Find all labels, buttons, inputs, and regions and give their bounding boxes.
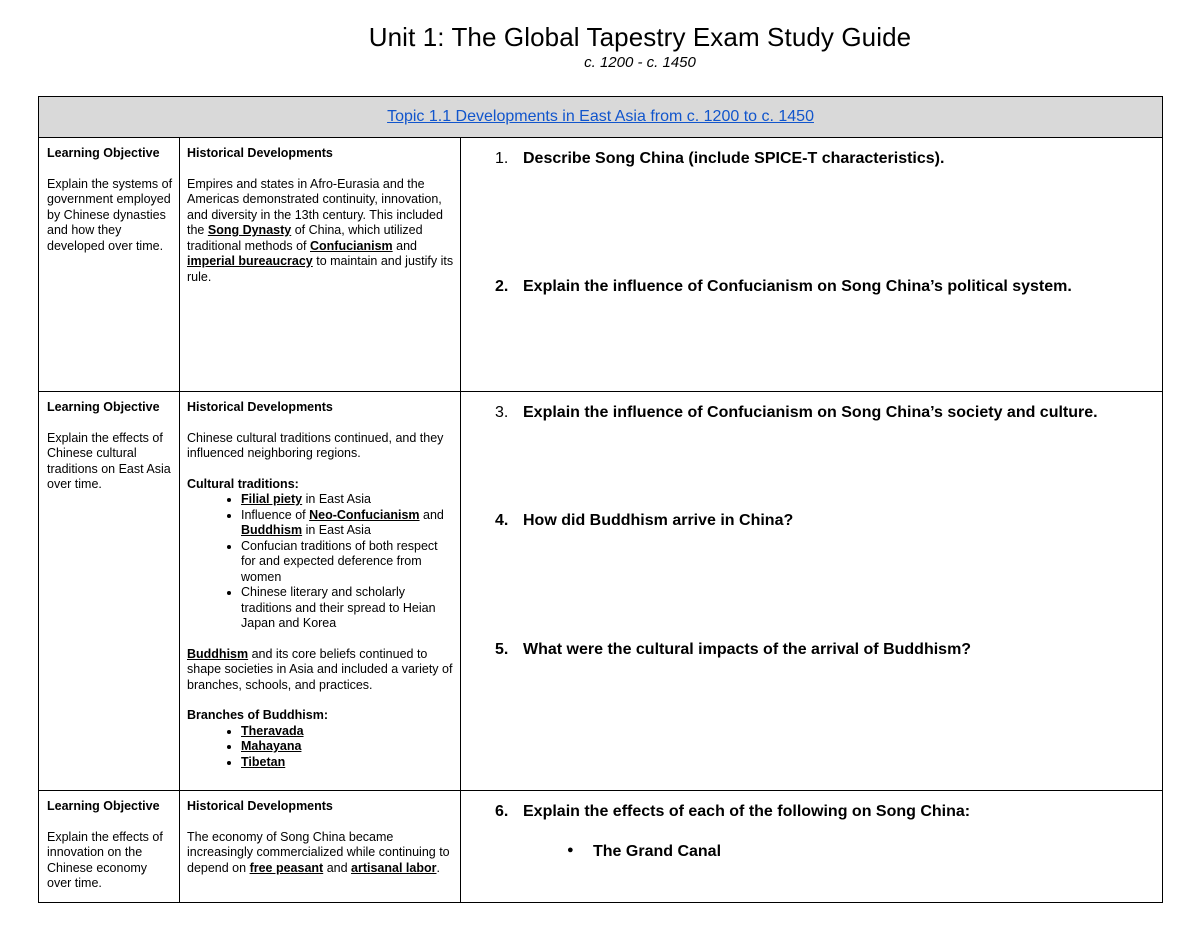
buddhism-paragraph xyxy=(187,647,454,694)
question-number: 3. xyxy=(495,404,509,421)
page-title: Unit 1: The Global Tapestry Exam Study Guide xyxy=(368,22,912,52)
historical-developments-label: Historical Developments xyxy=(187,146,333,160)
question-text: How did Buddhism arrive in China? xyxy=(523,512,794,529)
historical-developments-cell xyxy=(180,392,461,791)
branches-heading: Branches of Buddhism: xyxy=(187,708,328,722)
question xyxy=(495,148,1152,170)
text-span: Influence of xyxy=(241,507,310,522)
key-term: free peasant xyxy=(249,860,324,875)
learning-objective-cell xyxy=(39,392,180,791)
page-subtitle: c. 1200 - c. 1450 xyxy=(584,54,696,71)
learning-objective-label: Learning Objective xyxy=(47,146,160,160)
key-term: imperial bureaucracy xyxy=(187,254,313,268)
learning-objective-text: Explain the effects of innovation on the Chinese economy over time. xyxy=(47,829,163,890)
text-span: Empires and states in Afro-Eurasia and the Americas demonstrated continuity, innovation, and diversity in the 13th century. This included the xyxy=(187,176,443,237)
list-item xyxy=(241,739,454,755)
historical-developments-text: Chinese cultural traditions continued, and they influenced neighboring regions. xyxy=(187,430,444,460)
key-term: Buddhism xyxy=(187,646,249,661)
questions-cell xyxy=(461,138,1163,392)
cultural-traditions-list xyxy=(187,492,454,632)
question-number: 4. xyxy=(495,512,509,529)
list-item xyxy=(241,508,454,539)
question-number: 2. xyxy=(495,278,509,295)
question-subitem: ● The Grand Canal xyxy=(577,843,1152,861)
table-row xyxy=(39,791,1163,903)
topic-header-row xyxy=(39,97,1163,138)
question-text: Explain the influence of Confucianism on Song China’s society and culture. xyxy=(523,404,1098,421)
question xyxy=(495,510,1152,532)
text-span: in East Asia xyxy=(302,523,371,537)
learning-objective-cell xyxy=(39,791,180,903)
learning-objective-label: Learning Objective xyxy=(47,400,160,414)
text-span: in East Asia xyxy=(302,492,371,506)
page-header xyxy=(0,22,1200,71)
question xyxy=(495,276,1152,298)
key-term: Song Dynasty xyxy=(207,223,292,237)
text-span: . xyxy=(436,860,440,875)
question xyxy=(495,402,1152,424)
text-span: to maintain and justify its rule. xyxy=(187,254,454,284)
key-term: artisanal labor xyxy=(351,860,437,875)
table-row xyxy=(39,392,1163,791)
question xyxy=(495,639,1152,661)
learning-objective-text: Explain the systems of government employed by Chinese dynasties and how they developed over time. xyxy=(47,176,173,253)
historical-developments-text xyxy=(187,177,454,286)
list-item xyxy=(241,755,454,771)
table-row xyxy=(39,138,1163,392)
key-term: Buddhism xyxy=(241,523,303,537)
cultural-traditions-heading: Cultural traditions: xyxy=(187,476,299,491)
list-item xyxy=(241,724,454,740)
key-term: Neo-Confucianism xyxy=(309,507,420,522)
historical-developments-text xyxy=(187,830,454,877)
list-item xyxy=(241,492,454,508)
historical-developments-label: Historical Developments xyxy=(187,400,333,414)
key-term: Filial piety xyxy=(241,492,303,506)
list-item: • Chinese literary and scholarly traditions and their spread to Heian Japan and Korea xyxy=(241,585,454,632)
historical-developments-cell xyxy=(180,138,461,392)
key-term: Mahayana xyxy=(241,739,302,753)
question-text: Explain the influence of Confucianism on Song China’s political system. xyxy=(523,278,1072,295)
question xyxy=(495,801,1152,823)
question-text: Explain the effects of each of the following on Song China: xyxy=(523,803,971,820)
learning-objective-cell xyxy=(39,138,180,392)
list-item: • Confucian traditions of both respect for and expected deference from women xyxy=(241,539,454,586)
question-number: 1. xyxy=(495,150,509,167)
questions-cell xyxy=(461,791,1163,903)
study-guide-table xyxy=(38,96,1163,903)
text-span: and xyxy=(323,860,352,875)
historical-developments-label: Historical Developments xyxy=(187,799,333,813)
key-term: Tibetan xyxy=(241,754,286,769)
question-text: Describe Song China (include SPICE-T characteristics). xyxy=(523,150,945,167)
question-number: 5. xyxy=(495,641,509,658)
topic-link[interactable]: Topic 1.1 Developments in East Asia from c. 1200 to c. 1450 xyxy=(387,108,814,125)
question-number: 6. xyxy=(495,803,509,820)
topic-header-cell xyxy=(39,97,1163,138)
text-span: of China, which utilized traditional methods of xyxy=(187,223,423,253)
historical-developments-cell xyxy=(180,791,461,903)
text-span: and xyxy=(392,238,417,253)
text-span: and xyxy=(419,507,444,522)
learning-objective-label: Learning Objective xyxy=(47,799,160,813)
branches-list xyxy=(187,724,454,771)
text-span: and its core beliefs continued to shape societies in Asia and included a variety of branches, schools, and practices. xyxy=(187,646,453,692)
key-term: Confucianism xyxy=(310,238,393,253)
key-term: Theravada xyxy=(241,723,304,738)
questions-cell xyxy=(461,392,1163,791)
learning-objective-text: Explain the effects of Chinese cultural traditions on East Asia over time. xyxy=(47,430,171,491)
text-span: The economy of Song China became increasingly commercialized while continuing to depend on xyxy=(187,829,450,875)
question-text: What were the cultural impacts of the arrival of Buddhism? xyxy=(523,641,972,658)
